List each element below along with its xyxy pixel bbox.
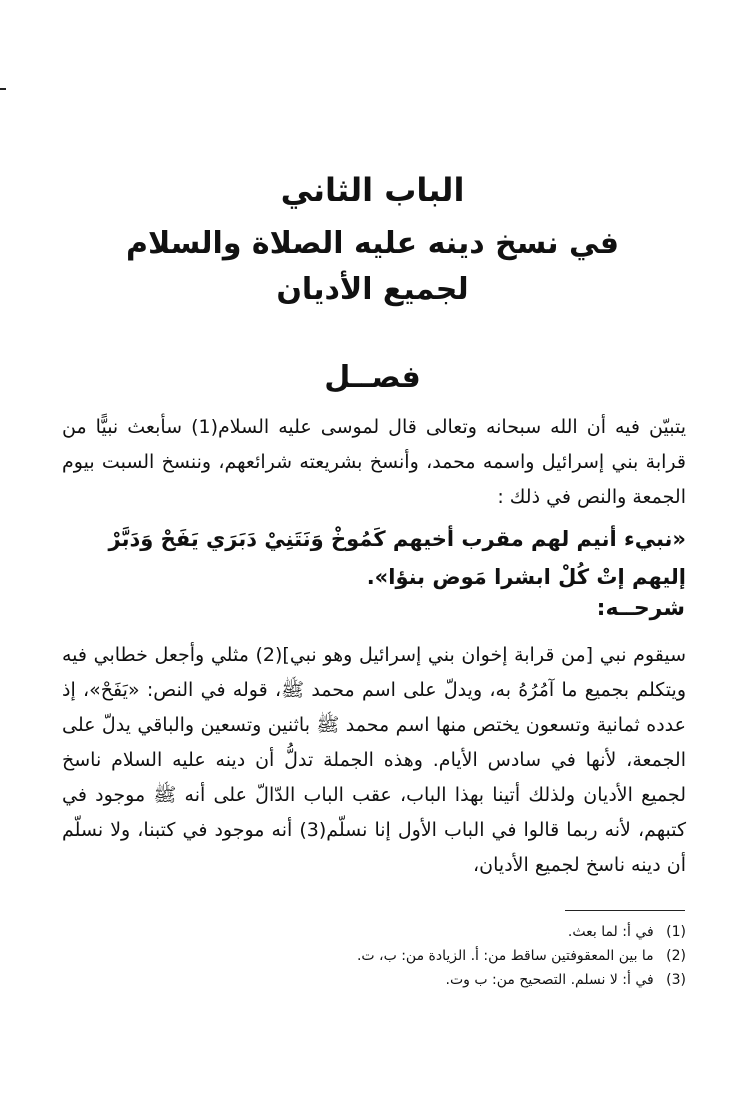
paragraph-intro-text: يتبيّن فيه أن الله سبحانه وتعالى قال لموسى عليه السلام(1) سأبعث نبيًّا من قرابة بني إسرائيل واسمه محمد، وأنسخ بشريعته شرائعهم، وننسخ السبت بيوم الجمعة والنص في ذلك : (62, 416, 686, 508)
hebrew-quote: «نبيء أنيم لهم مقرب أخيهم كَمُوخْ وَنَتَنِيْ دَبَرَي يَفَحْ وَدَبَّرْ إليهم إتْ كُلْ ابشرا مَوض بنؤا». (108, 527, 686, 589)
section-title: فصــل (324, 360, 421, 395)
commentary-paragraph (62, 638, 686, 883)
chapter-title: الباب الثاني (280, 171, 465, 209)
footnotes (62, 920, 686, 992)
paragraph-intro (62, 410, 686, 515)
footnote-divider (565, 910, 685, 911)
footnote-text: في أ: لما بعث. (567, 924, 654, 940)
footnote-item (62, 920, 686, 944)
footnote-item (62, 944, 686, 968)
footnote-text: ما بين المعقوفتين ساقط من: أ. الزيادة من: ب، ت. (356, 948, 654, 964)
commentary-text: سيقوم نبي [من قرابة إخوان بني إسرائيل وهو نبي](2) مثلي وأجعل خطابي فيه ويتكلم بجميع ما آمُرُهُ به، ويدلّ على اسم محمد ﷺ، قوله في النص: «يَفَحْ»، إذ عدده ثمانية وتسعون يختص منها اسم محمد ﷺ باثنين وتسعين والباقي يدلّ على الجمعة، لأنها في سادس الأيام. وهذه الجملة تدلُّ أن دينه عليه السلام ناسخ لجميع الأديان ولذلك أتينا بهذا الباب، عقب الباب الدّالّ على أنه ﷺ موجود في كتبهم، لأنه ربما قالوا في الباب الأول إنا نسلّم(3) أنه موجود في كتبنا، ولا نسلّم أن دينه ناسخ لجميع الأديان، (62, 644, 687, 876)
margin-mark (0, 88, 6, 90)
footnote-number: (2) (666, 948, 686, 964)
footnote-number: (1) (666, 924, 686, 940)
chapter-subtitle-line2: لجميع الأديان (276, 272, 469, 307)
footnote-number: (3) (666, 972, 686, 988)
footnote-text: في أ: لا نسلم. التصحيح من: ب وت. (445, 972, 654, 988)
footnote-item (62, 968, 686, 992)
chapter-subtitle-line1: في نسخ دينه عليه الصلاة والسلام (126, 226, 619, 261)
commentary-heading: شرحــه: (596, 596, 685, 621)
